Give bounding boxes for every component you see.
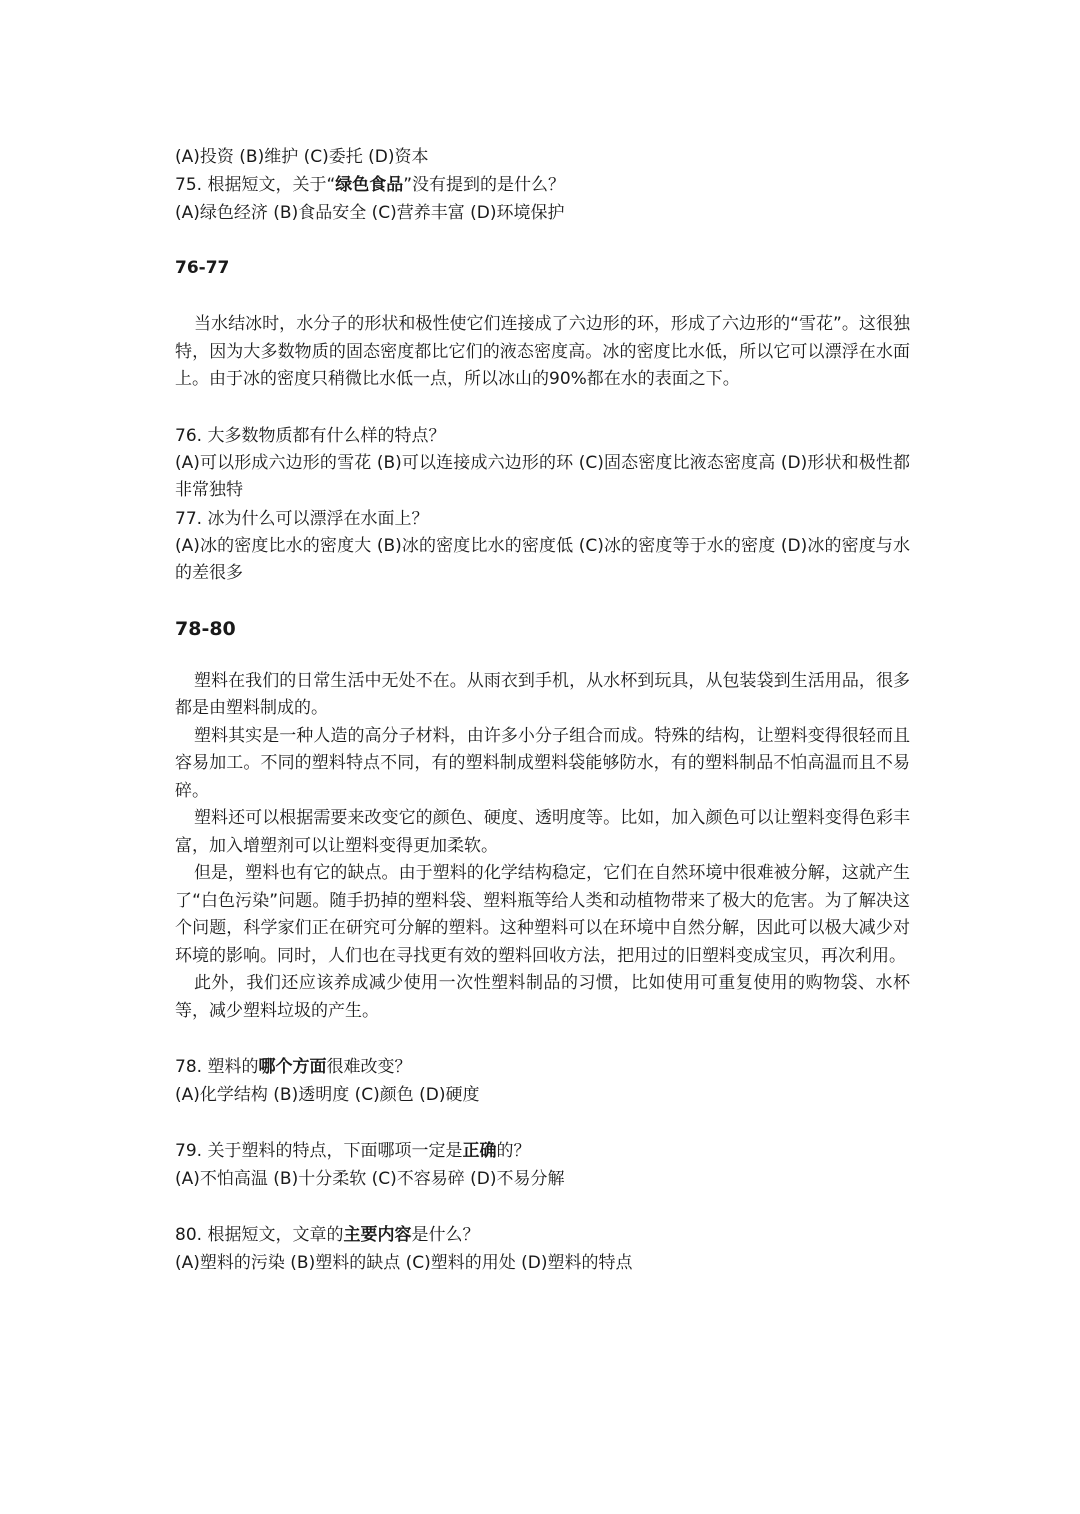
q77-options: (A)冰的密度比水的密度大 (B)冰的密度比水的密度低 (C)冰的密度等于水的密度 (D)冰的密度与水的差很多 bbox=[175, 535, 910, 583]
passage-76-77: 当水结冰时，水分子的形状和极性使它们连接成了六边形的环，形成了六边形的“雪花”。这很独特，因为大多数物质的固态密度都比它们的液态密度高。冰的密度比水低，所以它可以漂浮在水面上。由于冰的密度只稍微比水低一点，所以冰山的90%都在水的表面之下。 bbox=[175, 314, 910, 389]
q75-question-suffix: ”没有提到的是什么？ bbox=[403, 175, 566, 195]
q74-options: (A)投资 (B)维护 (C)委托 (D)资本 bbox=[175, 147, 429, 167]
passage-78-80-paragraph-5: 此外，我们还应该养成减少使用一次性塑料制品的习惯，比如使用可重复使用的购物袋、水杯等，减少塑料垃圾的产生。 bbox=[175, 973, 910, 1021]
q79-options: (A)不怕高温 (B)十分柔软 (C)不容易碎 (D)不易分解 bbox=[175, 1169, 565, 1189]
q76-question: 76. 大多数物质都有什么样的特点？ bbox=[175, 425, 446, 446]
q80-question-prefix: 80. 根据短文，文章的 bbox=[175, 1225, 344, 1245]
q76-options: (A)可以形成六边形的雪花 (B)可以连接成六边形的环 (C)固态密度比液态密度高 (D)形状和极性都非常独特 bbox=[175, 452, 910, 500]
section-heading-78-80: 78-80 bbox=[175, 617, 236, 640]
q80-question-suffix: 是什么？ bbox=[411, 1225, 480, 1245]
document-page bbox=[175, 143, 910, 1277]
q75-options: (A)绿色经济 (B)食品安全 (C)营养丰富 (D)环境保护 bbox=[175, 203, 565, 223]
q78-question-suffix: 很难改变？ bbox=[326, 1057, 412, 1077]
q80-question-keyword: 主要内容 bbox=[343, 1225, 412, 1245]
q75-question-keyword: 绿色食品 bbox=[335, 175, 404, 195]
q80-question bbox=[175, 1221, 910, 1249]
q75-question bbox=[175, 171, 910, 199]
section-heading-76-77: 76-77 bbox=[175, 258, 230, 278]
q78-question-prefix: 78. 塑料的 bbox=[175, 1057, 259, 1077]
passage-78-80-paragraph-3: 塑料还可以根据需要来改变它的颜色、硬度、透明度等。比如，加入颜色可以让塑料变得色彩丰富，加入增塑剂可以让塑料变得更加柔软。 bbox=[175, 808, 910, 856]
q79-question-suffix: 的？ bbox=[496, 1141, 531, 1161]
q80-options: (A)塑料的污染 (B)塑料的缺点 (C)塑料的用处 (D)塑料的特点 bbox=[175, 1253, 633, 1273]
q78-options: (A)化学结构 (B)透明度 (C)颜色 (D)硬度 bbox=[175, 1085, 480, 1105]
q77-question: 77. 冰为什么可以漂浮在水面上？ bbox=[175, 508, 429, 529]
passage-78-80-paragraph-4: 但是，塑料也有它的缺点。由于塑料的化学结构稳定，它们在自然环境中很难被分解，这就产生了“白色污染”问题。随手扔掉的塑料袋、塑料瓶等给人类和动植物带来了极大的危害。为了解决这个问题，科学家们正在研究可分解的塑料。这种塑料可以在环境中自然分解，因此可以极大减少对环境的影响。同时，人们也在寻找更有效的塑料回收方法，把用过的旧塑料变成宝贝，再次利用。 bbox=[175, 863, 910, 966]
passage-78-80 bbox=[175, 668, 910, 1026]
passage-78-80-paragraph-2: 塑料其实是一种人造的高分子材料，由许多小分子组合而成。特殊的结构，让塑料变得很轻而且容易加工。不同的塑料特点不同，有的塑料制成塑料袋能够防水，有的塑料制品不怕高温而且不易碎。 bbox=[175, 725, 910, 801]
q79-question-prefix: 79. 关于塑料的特点，下面哪项一定是 bbox=[175, 1141, 463, 1161]
q78-question bbox=[175, 1053, 910, 1081]
passage-78-80-paragraph-1: 塑料在我们的日常生活中无处不在。从雨衣到手机，从水杯到玩具，从包装袋到生活用品，很多都是由塑料制成的。 bbox=[175, 670, 910, 718]
q79-question bbox=[175, 1137, 910, 1165]
q75-question-prefix: 75. 根据短文，关于“ bbox=[175, 175, 336, 195]
q78-question-keyword: 哪个方面 bbox=[258, 1057, 327, 1077]
q79-question-keyword: 正确 bbox=[462, 1141, 497, 1161]
